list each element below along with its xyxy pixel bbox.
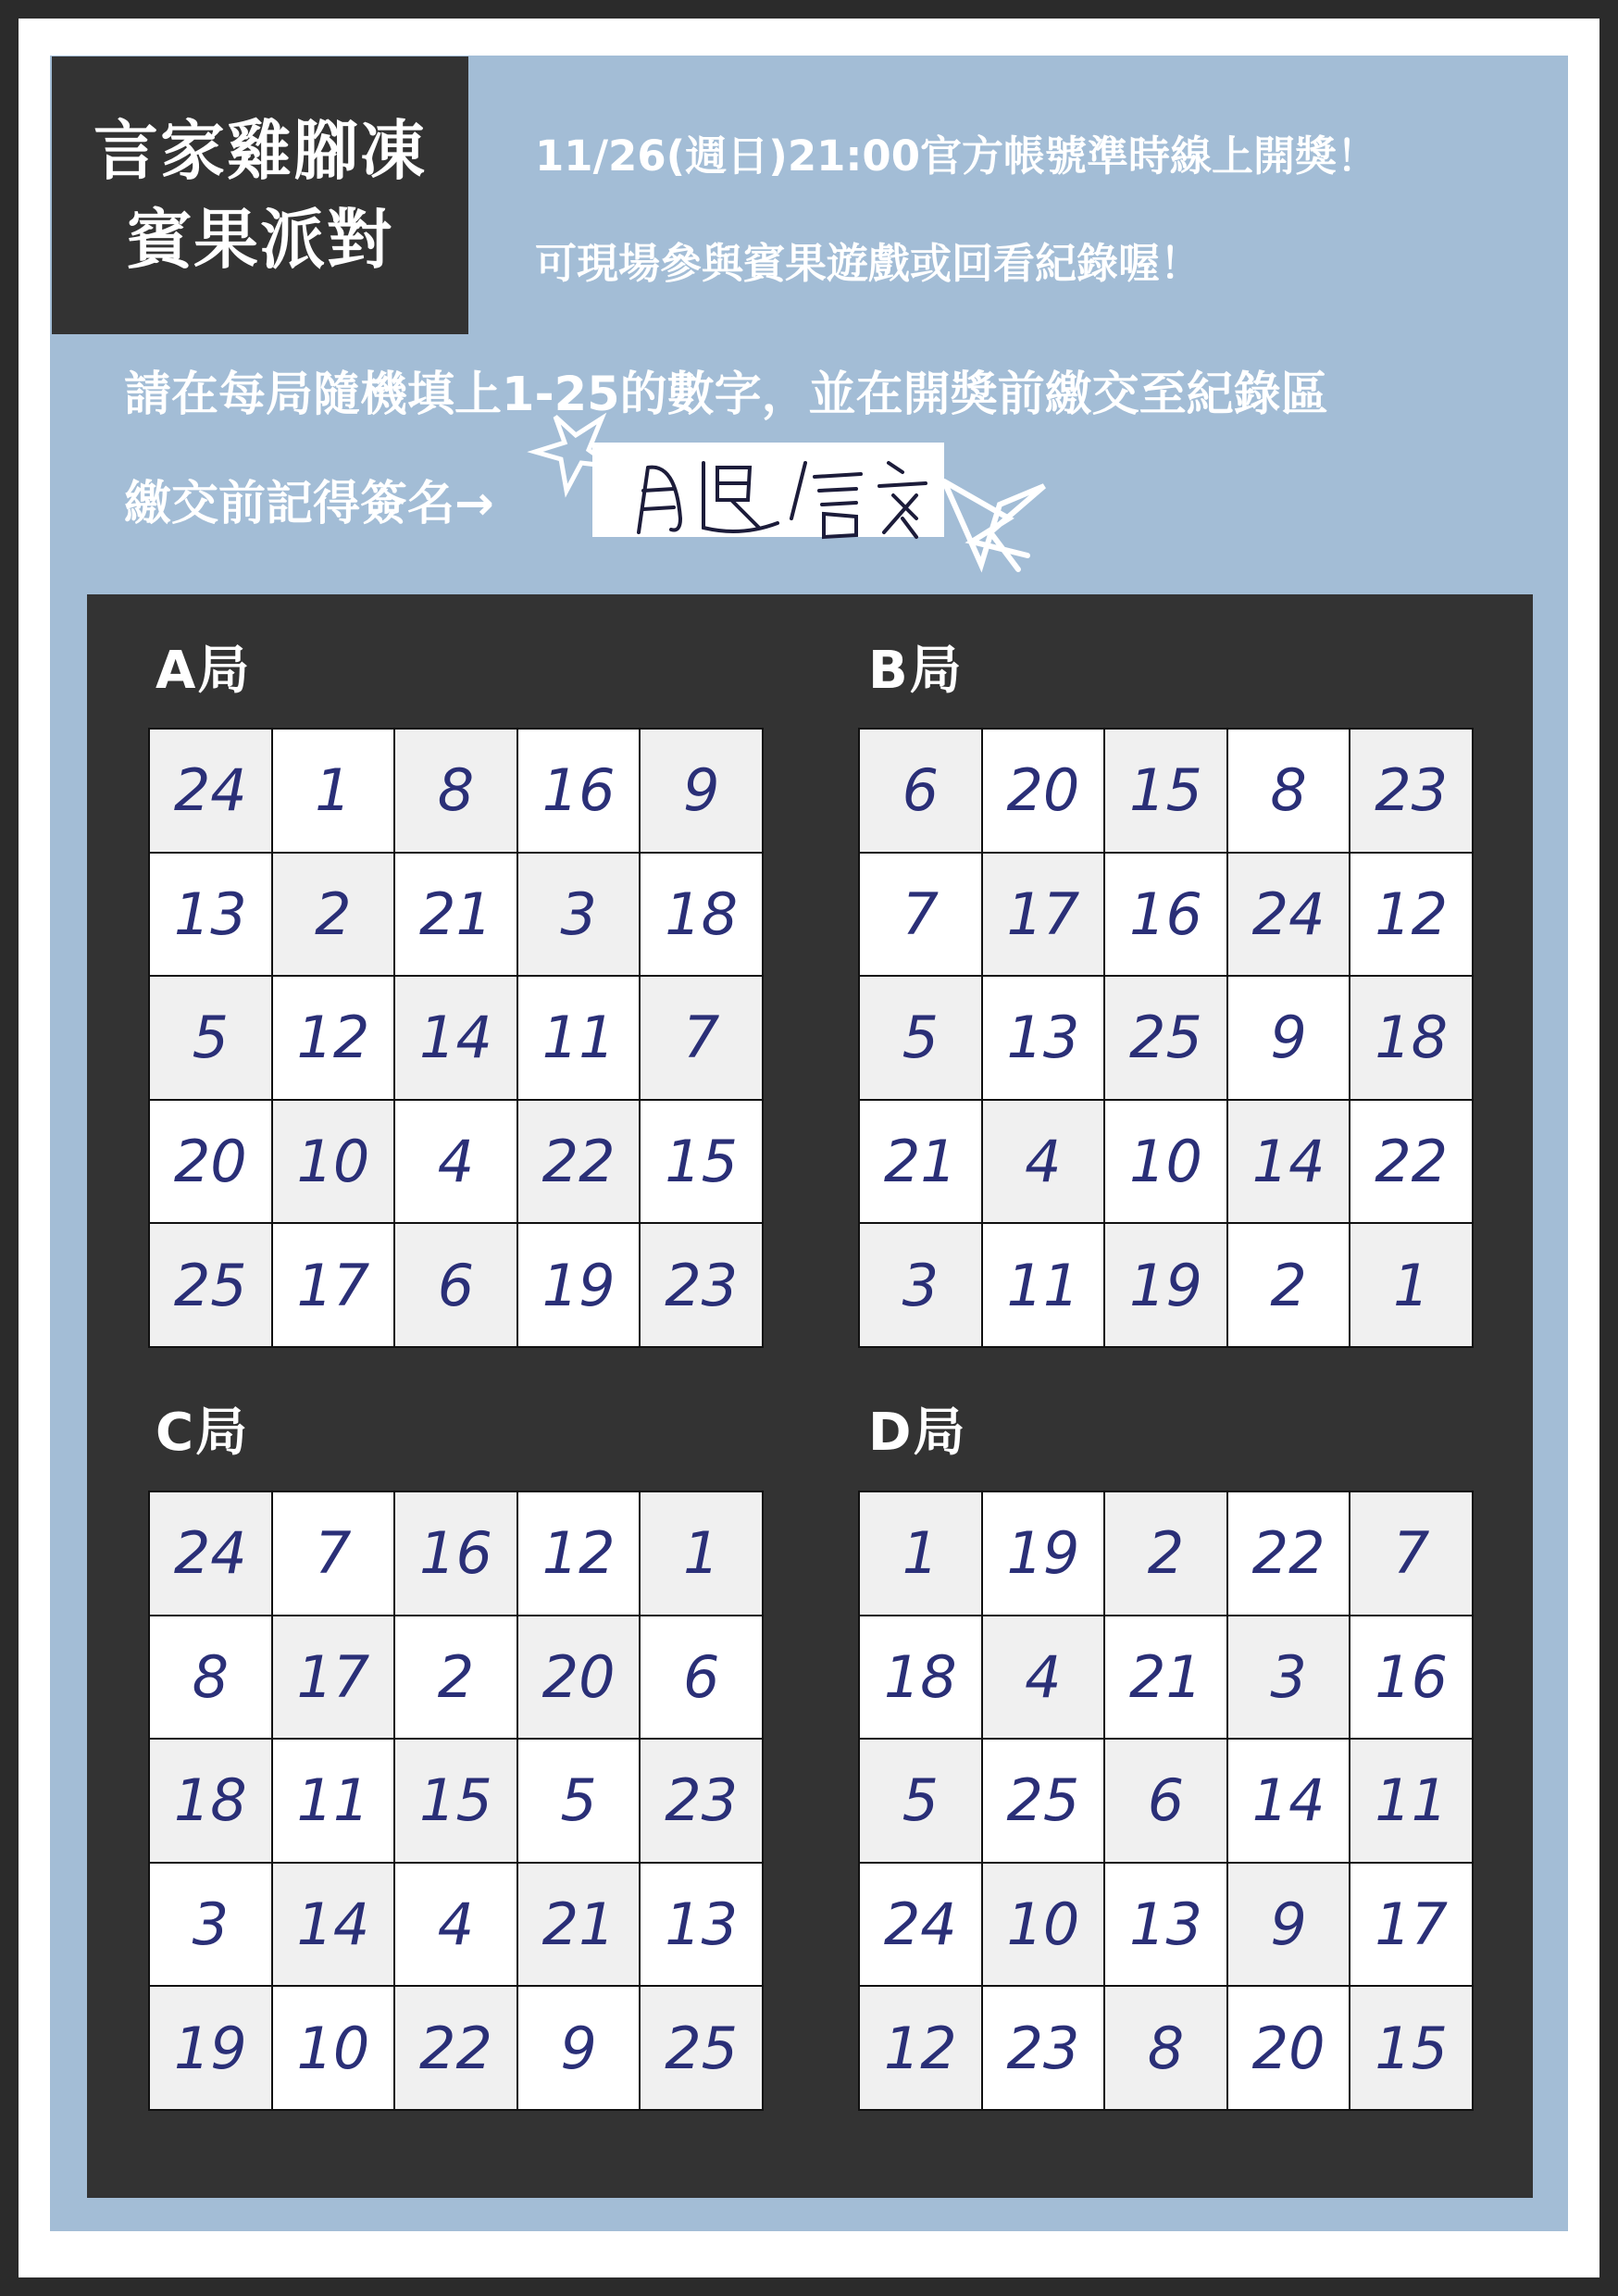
bingo-cell-b-3-4[interactable]: 9 [1228,977,1350,1099]
bingo-cell-a-1-2[interactable]: 1 [273,730,394,852]
bingo-cell-c-2-4[interactable]: 20 [518,1616,640,1739]
bingo-cell-c-5-2[interactable]: 10 [273,1987,394,2109]
bingo-cell-d-3-5[interactable]: 11 [1350,1740,1472,1862]
bingo-cell-c-4-3[interactable]: 4 [395,1864,517,1986]
bingo-cell-c-3-1[interactable]: 18 [150,1740,271,1862]
bingo-cell-a-4-4[interactable]: 22 [518,1101,640,1223]
bingo-cell-d-3-1[interactable]: 5 [860,1740,981,1862]
title-line-2: 賓果派對 [127,202,393,278]
bingo-cell-c-5-4[interactable]: 9 [518,1987,640,2109]
bingo-cell-c-2-2[interactable]: 17 [273,1616,394,1739]
bingo-cell-a-2-5[interactable]: 18 [641,854,762,976]
bingo-cell-b-4-5[interactable]: 22 [1350,1101,1472,1223]
bingo-cell-a-2-3[interactable]: 21 [395,854,517,976]
bingo-cell-a-2-4[interactable]: 3 [518,854,640,976]
bingo-cell-b-2-3[interactable]: 16 [1105,854,1226,976]
star-doodle-left-icon [535,417,613,491]
bingo-cell-b-5-4[interactable]: 2 [1228,1224,1350,1346]
signature-doodles [0,0,1618,648]
bingo-cell-d-4-1[interactable]: 24 [860,1864,981,1986]
announcement-line-2: 可現場參與賓果遊戲或回看紀錄喔！ [535,239,1202,288]
bingo-cell-b-3-5[interactable]: 18 [1350,977,1472,1099]
bingo-cell-b-1-3[interactable]: 15 [1105,730,1226,852]
announcement-line-1: 11/26(週日)21:00官方帳號準時線上開獎！ [535,131,1379,181]
bingo-cell-b-2-2[interactable]: 17 [983,854,1104,976]
instruction-text: 請在每局隨機填上1-25的數字，並在開獎前繳交至紀錄區 [124,368,1328,422]
bingo-cell-d-5-3[interactable]: 8 [1105,1987,1226,2109]
bingo-cell-a-4-1[interactable]: 20 [150,1101,271,1223]
bingo-cell-d-2-2[interactable]: 4 [983,1616,1104,1739]
bingo-cell-c-1-2[interactable]: 7 [273,1492,394,1615]
bingo-cell-b-2-1[interactable]: 7 [860,854,981,976]
bingo-cell-d-2-3[interactable]: 21 [1105,1616,1226,1739]
bingo-cell-a-1-3[interactable]: 8 [395,730,517,852]
bingo-cell-b-1-2[interactable]: 20 [983,730,1104,852]
bingo-cell-a-2-2[interactable]: 2 [273,854,394,976]
bingo-cell-c-2-1[interactable]: 8 [150,1616,271,1739]
bingo-cell-b-3-1[interactable]: 5 [860,977,981,1099]
bingo-cell-a-3-5[interactable]: 7 [641,977,762,1099]
bingo-cell-a-1-1[interactable]: 24 [150,730,271,852]
bingo-cell-a-4-3[interactable]: 4 [395,1101,517,1223]
bingo-cell-b-3-2[interactable]: 13 [983,977,1104,1099]
bingo-cell-d-5-5[interactable]: 15 [1350,1987,1472,2109]
bingo-cell-d-3-2[interactable]: 25 [983,1740,1104,1862]
title-line-1: 言家雞腳凍 [93,113,427,189]
bingo-cell-c-1-1[interactable]: 24 [150,1492,271,1615]
bingo-grid-a [148,728,764,1348]
bingo-cell-d-1-4[interactable]: 22 [1228,1492,1350,1615]
bingo-cell-a-5-2[interactable]: 17 [273,1224,394,1346]
bingo-cell-a-4-5[interactable]: 15 [641,1101,762,1223]
bingo-cell-d-2-4[interactable]: 3 [1228,1616,1350,1739]
bingo-cell-b-2-5[interactable]: 12 [1350,854,1472,976]
bingo-cell-a-5-5[interactable]: 23 [641,1224,762,1346]
bingo-cell-d-5-2[interactable]: 23 [983,1987,1104,2109]
bingo-cell-c-3-5[interactable]: 23 [641,1740,762,1862]
bingo-cell-d-4-3[interactable]: 13 [1105,1864,1226,1986]
bingo-cell-a-5-3[interactable]: 6 [395,1224,517,1346]
bingo-cell-c-3-4[interactable]: 5 [518,1740,640,1862]
bingo-cell-a-3-2[interactable]: 12 [273,977,394,1099]
sign-label: 繳交前記得簽名→ [124,477,494,531]
bingo-cell-d-2-5[interactable]: 16 [1350,1616,1472,1739]
bingo-cell-d-4-4[interactable]: 9 [1228,1864,1350,1986]
bingo-cell-a-1-5[interactable]: 9 [641,730,762,852]
bingo-cell-b-5-3[interactable]: 19 [1105,1224,1226,1346]
bingo-cell-d-1-3[interactable]: 2 [1105,1492,1226,1615]
bingo-cell-b-4-4[interactable]: 14 [1228,1101,1350,1223]
bingo-grid-d [858,1491,1474,2111]
bingo-cell-c-3-2[interactable]: 11 [273,1740,394,1862]
bingo-cell-d-1-2[interactable]: 19 [983,1492,1104,1615]
game-b-title: B局 [868,641,964,701]
bingo-cell-d-2-1[interactable]: 18 [860,1616,981,1739]
bingo-cell-c-5-3[interactable]: 22 [395,1987,517,2109]
bingo-cell-b-1-5[interactable]: 23 [1350,730,1472,852]
bingo-cell-c-5-1[interactable]: 19 [150,1987,271,2109]
bingo-cell-d-4-2[interactable]: 10 [983,1864,1104,1986]
bingo-cell-b-1-1[interactable]: 6 [860,730,981,852]
bingo-cell-b-3-3[interactable]: 25 [1105,977,1226,1099]
bingo-cell-b-1-4[interactable]: 8 [1228,730,1350,852]
bingo-cell-c-1-3[interactable]: 16 [395,1492,517,1615]
bingo-grid-c [148,1491,764,2111]
bingo-cell-a-3-4[interactable]: 11 [518,977,640,1099]
game-a-title: A局 [156,641,252,701]
bingo-cell-d-1-1[interactable]: 1 [860,1492,981,1615]
bingo-cell-d-4-5[interactable]: 17 [1350,1864,1472,1986]
bingo-cell-a-4-2[interactable]: 10 [273,1101,394,1223]
bingo-cell-c-4-1[interactable]: 3 [150,1864,271,1986]
bingo-cell-a-1-4[interactable]: 16 [518,730,640,852]
game-d-title: D局 [868,1403,967,1463]
bingo-cell-a-5-4[interactable]: 19 [518,1224,640,1346]
bingo-cell-b-5-1[interactable]: 3 [860,1224,981,1346]
bingo-cell-d-3-4[interactable]: 14 [1228,1740,1350,1862]
bingo-cell-b-5-2[interactable]: 11 [983,1224,1104,1346]
star-doodle-right-icon [944,481,1044,569]
bingo-cell-c-5-5[interactable]: 25 [641,1987,762,2109]
bingo-cell-d-5-1[interactable]: 12 [860,1987,981,2109]
game-c-title: C局 [156,1403,250,1463]
bingo-cell-c-4-4[interactable]: 21 [518,1864,640,1986]
bingo-cell-d-5-4[interactable]: 20 [1228,1987,1350,2109]
bingo-cell-c-4-5[interactable]: 13 [641,1864,762,1986]
handwritten-signature [639,463,926,537]
bingo-cell-c-4-2[interactable]: 14 [273,1864,394,1986]
bingo-cell-a-2-1[interactable]: 13 [150,854,271,976]
bingo-cell-c-1-5[interactable]: 1 [641,1492,762,1615]
bingo-cell-b-4-2[interactable]: 4 [983,1101,1104,1223]
bingo-cell-c-1-4[interactable]: 12 [518,1492,640,1615]
bingo-cell-d-1-5[interactable]: 7 [1350,1492,1472,1615]
bingo-cell-b-5-5[interactable]: 1 [1350,1224,1472,1346]
bingo-cell-b-2-4[interactable]: 24 [1228,854,1350,976]
bingo-cell-c-2-5[interactable]: 6 [641,1616,762,1739]
bingo-cell-b-4-3[interactable]: 10 [1105,1101,1226,1223]
bingo-cell-c-2-3[interactable]: 2 [395,1616,517,1739]
bingo-cell-a-5-1[interactable]: 25 [150,1224,271,1346]
bingo-cell-c-3-3[interactable]: 15 [395,1740,517,1862]
bingo-grid-b [858,728,1474,1348]
bingo-cell-a-3-1[interactable]: 5 [150,977,271,1099]
bingo-cell-d-3-3[interactable]: 6 [1105,1740,1226,1862]
bingo-cell-a-3-3[interactable]: 14 [395,977,517,1099]
bingo-cell-b-4-1[interactable]: 21 [860,1101,981,1223]
